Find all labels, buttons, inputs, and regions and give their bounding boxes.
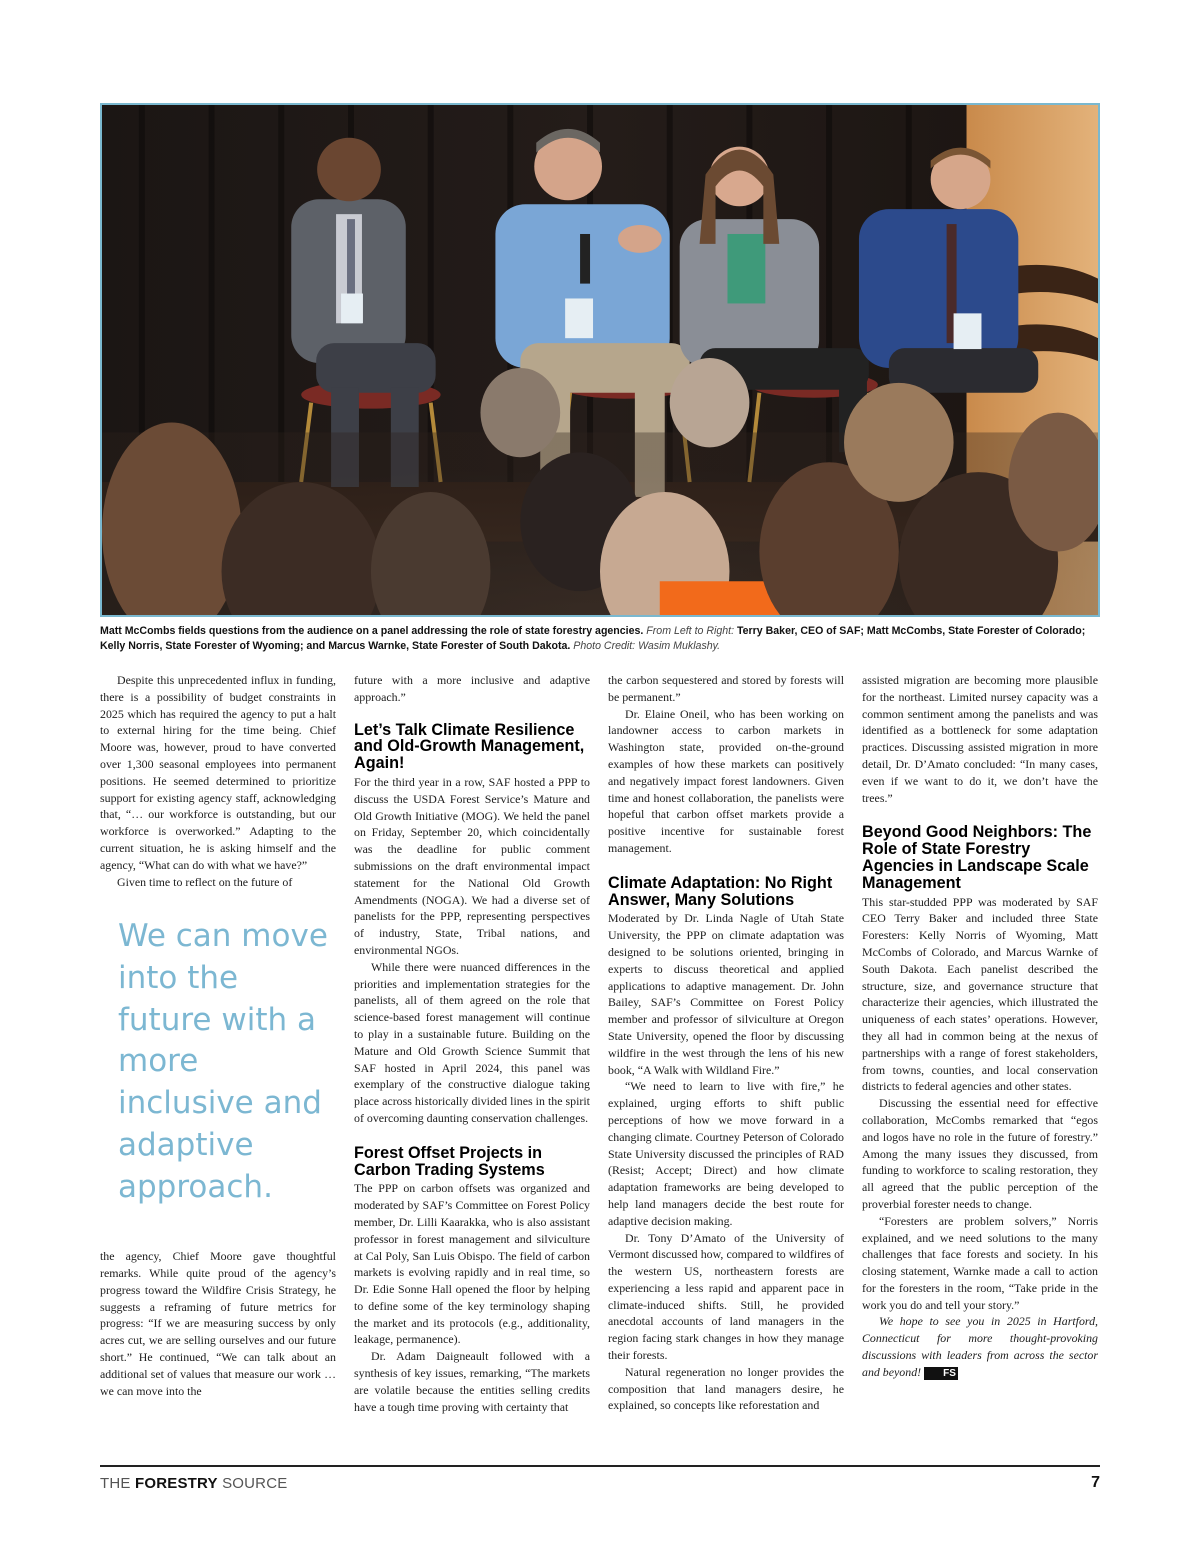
- panel-photo: [100, 103, 1100, 617]
- closing-paragraph: [862, 1313, 1098, 1380]
- caption-credit: Photo Credit: Wasim Muklashy.: [573, 640, 721, 652]
- brand-suffix: SOURCE: [222, 1475, 288, 1492]
- page-number: 7: [1091, 1474, 1100, 1491]
- column-3: [608, 672, 844, 1414]
- paragraph: Moderated by Dr. Linda Nagle of Utah State University, the PPP on climate adaptation was designed to be solutions oriented, bringing in experts to discuss theoretical and applied applications to adaptive management. Dr. John Bailey, SAF’s Committee on Forest Policy member and professor of silviculture at Oregon State University, opened the floor by discussing wildfire in the west through the lens of his new book, “A Walk with Wildland Fire.”: [608, 911, 844, 1077]
- paragraph: Dr. Adam Daigneault followed with a synthesis of key issues, remarking, “The markets are volatile because the entities selling credits have a tough time proving with certainty that: [354, 1349, 590, 1414]
- closing-text: We hope to see you in 2025 in Hartford, Connecticut for more thought-provoking discussions with leaders from across the sector and beyond!: [862, 1314, 1098, 1379]
- footer-rule: [100, 1465, 1100, 1467]
- paragraph: Given time to reflect on the future of: [117, 874, 293, 889]
- panel-photo-illustration: [102, 105, 1098, 615]
- paragraph: Dr. Elaine Oneil, who has been working on landowner access to carbon markets in Washington state, provided on-the-ground examples of how these markets can positively and negatively impact forest landowners. Given time and honest collaboration, the panelists were hopeful that carbon offset markets provide a positive incentive for sustainable forest management.: [608, 706, 844, 855]
- section-heading-beyond-good-neighbors: Beyond Good Neighbors: The Role of State Forestry Agencies in Landscape Scale Management: [862, 823, 1092, 892]
- fs-end-mark: FS: [924, 1367, 958, 1380]
- paragraph: Discussing the essential need for effective collaboration, McCombs remarked that “egos and logos have no role in the future of forestry.” Among the many issues they discussed, from funding to workforce to scaling restoration, they all agreed that the public perception of the proverbial forester needs to change.: [862, 1096, 1098, 1211]
- caption-names: Terry Baker, CEO of SAF; Matt McCombs, State Forester of Colorado; Kelly Norris, State Forester of Wyoming; and Marcus Warnke, State Forester of South Dakota.: [100, 625, 1086, 652]
- section-heading-climate-adaptation: Climate Adaptation: No Right Answer, Many Solutions: [608, 873, 833, 909]
- paragraph: Natural regeneration no longer provides the composition that land managers desire, he explained, so concepts like reforestation and: [608, 1364, 844, 1413]
- paragraph: future with a more inclusive and adaptive approach.”: [354, 673, 590, 704]
- photo-caption: [100, 624, 1100, 654]
- caption-from-label: From Left to Right:: [646, 625, 735, 637]
- pull-quote: We can move into the future with a more inclusive and adaptive approach.: [118, 918, 328, 1205]
- paragraph: “Foresters are problem solvers,” Norris explained, and we need solutions to the many challenges that face forests and society. In his closing statement, Warnke made a call to action for the foresters in the room, “Take pride in the work you do and tell your story.”: [862, 1213, 1098, 1312]
- paragraph: Dr. Tony D’Amato of the University of Vermont discussed how, compared to wildfires of the western US, northeastern forests are experiencing a less rapid and apparent pace in climate-induced shifts. Still, he provided anecdotal accounts of land managers in the region facing stark changes in how they manage their forests.: [608, 1230, 844, 1363]
- paragraph: assisted migration are becoming more plausible for the northeast. Limited nursey capacity was a common sentiment among the panelists and was identified as a bottleneck for some adaptation practices. Discussing assisted migration in more detail, Dr. D’Amato concluded: “In many cases, even if we want to do it, we don’t have the trees.”: [862, 673, 1098, 805]
- paragraph: the carbon sequestered and stored by forests will be permanent.”: [608, 673, 844, 704]
- column-1: [100, 672, 336, 1399]
- paragraph: “We need to learn to live with fire,” he explained, urging efforts to shift public perceptions of how we move forward in a changing climate. Courtney Peterson of Colorado State University discussed the principles of RAD (Resist; Accept; Direct) and how climate adaptation frameworks are being developed to help land managers decide the best route for adaptive decision making.: [608, 1079, 844, 1228]
- section-heading-forest-offset: Forest Offset Projects in Carbon Trading Systems: [354, 1143, 545, 1179]
- footer-brand: [100, 1475, 287, 1492]
- column-2: [354, 672, 590, 1415]
- paragraph: While there were nuanced differences in the priorities and implementation strategies for the panelists, all of them agreed on the role that science-based forest management will continue to play in a sustainable future. Building on the Mature and Old Growth Science Summit that SAF hosted in April 2024, this panel was exemplary of the constructive dialogue taking place across historically divided lines in the spirit of overcoming daunting conservation challenges.: [354, 959, 590, 1125]
- paragraph: This star-studded PPP was moderated by SAF CEO Terry Baker and included three State Foresters: Kelly Norris of Wyoming, Matt McCombs of Colorado, and Marcus Warnke of South Dakota. Each panelist described the structure, size, and governance structure that characterize their agencies, which illustrated the uniqueness of each states’ operations. However, they all had in common being at the nexus of partnerships with a range of forest stakeholders, from towns, counties, and local conservation districts to federal agencies and other states.: [862, 894, 1098, 1094]
- brand-prefix: THE: [100, 1475, 131, 1492]
- paragraph: The PPP on carbon offsets was organized and moderated by SAF’s Committee on Forest Policy member, Dr. Lilli Kaarakka, who is also assistant professor in forest management and silviculture at Cal Poly, San Luis Obispo. The field of carbon markets is evolving rapidly and in real time, so Dr. Edie Sonne Hall opened the floor by helping to define some of the key terminology shaping the market and its protocols (e.g., additionality, leakage, permanence).: [354, 1181, 590, 1347]
- column-4: [862, 672, 1098, 1381]
- caption-lead: Matt McCombs fields questions from the audience on a panel addressing the role of state forestry agencies.: [100, 625, 644, 637]
- paragraph: For the third year in a row, SAF hosted a PPP to discuss the USDA Forest Service’s Mature and Old Growth Initiative (MOG). We held the panel on Friday, September 20, which coincidentally was the deadline for public comment submissions on the draft environmental impact statement for the National Old Growth Amendments (NOGA). We had a diverse set of panelists for the PPP, representing perspectives of industry, State, Tribal nations, and environmental NGOs.: [354, 774, 590, 957]
- paragraph: Despite this unprecedented influx in funding, there is a possibility of budget constraints in 2025 which has required the agency to put a halt to external hiring for the time being. Chief Moore was, however, proud to have converted over 1,300 seasonal employees into permanent positions. He seemed determined to prioritize support for existing agency staff, acknowledging that, “… our workforce is outstanding, but our workforce is overworked.” Adapting to the current situation, he is asking himself and the agency, “What can do with what we have?”: [100, 673, 336, 872]
- paragraph: the agency, Chief Moore gave thoughtful remarks. While quite proud of the agency’s progress toward the Wildfire Crisis Strategy, he suggests a reframing of future metrics for progress: “If we are measuring success by only acres cut, we are selling ourselves and our future short.” He continued, “We can talk about an additional set of values that measure our work … we can move into the: [100, 1249, 336, 1398]
- brand-bold: FORESTRY: [134, 1475, 218, 1492]
- section-heading-climate-resilience: Let’s Talk Climate Resilience and Old-Growth Management, Again!: [354, 720, 585, 773]
